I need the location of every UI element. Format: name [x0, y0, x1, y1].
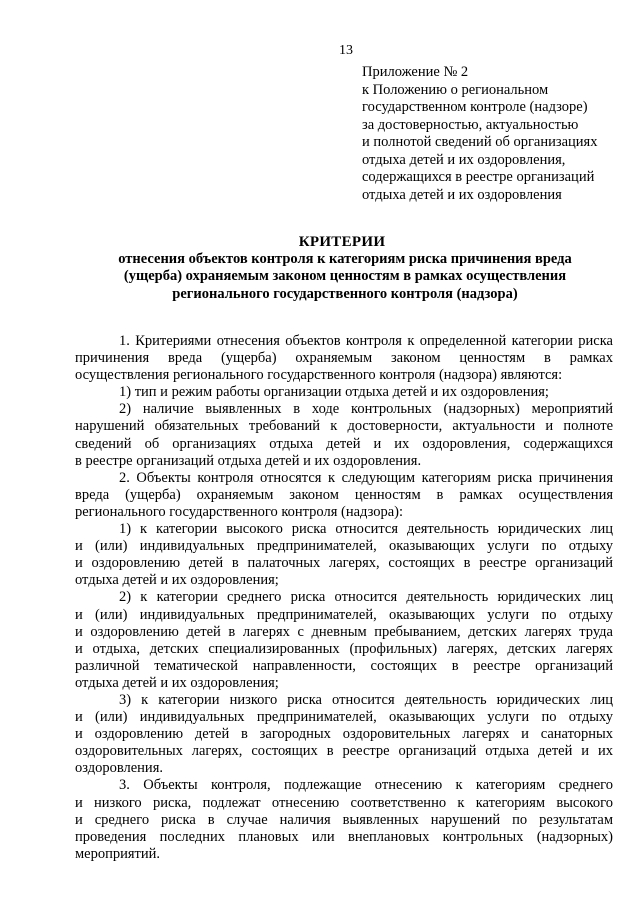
body-line: сведений об организациях отдыха детей и их оздоровления, содержащихся	[75, 435, 613, 452]
body-line: 2. Объекты контроля относятся к следующим категориям риска причинения	[119, 469, 613, 486]
body-line: 3. Объекты контроля, подлежащие отнесению к категориям среднего	[119, 777, 613, 794]
appendix-line: государственном контроле (надзоре)	[362, 99, 588, 115]
subtitle-line: (ущерба) охраняемым законом ценностям в рамках осуществления	[123, 268, 567, 285]
body-line: 1) тип и режим работы организации отдыха детей и их оздоровления;	[119, 384, 549, 401]
body-line: и отдыха, детских специализированных (профильных) лагерях, детских лагерях	[75, 640, 613, 657]
body-line: и (или) индивидуальных предпринимателей, оказывающих услуги по отдыху	[75, 538, 613, 555]
appendix-line: содержащихся в реестре организаций	[362, 169, 595, 185]
body-line: в реестре организаций отдыха детей и их оздоровления.	[75, 452, 422, 469]
body-line: и среднего риска в случае наличия выявленных нарушений по результатам	[75, 811, 613, 828]
body-line: и оздоровлению детей в палаточных лагерях, состоящих в реестре организаций	[75, 555, 613, 572]
body-line: отдыха детей и их оздоровления;	[75, 674, 279, 691]
body-line: проведения последних плановых или внеплановых контрольных (надзорных)	[75, 828, 613, 845]
body-line: 2) наличие выявленных в ходе контрольных (надзорных) мероприятий	[119, 401, 613, 418]
appendix-line: к Положению о региональном	[362, 81, 549, 98]
subtitle-line: регионального государственного контроля (надзора)	[172, 285, 518, 302]
body-line: 1. Критериями отнесения объектов контроля к определенной категории риска	[119, 333, 613, 349]
body-line: нарушений обязательных требований к достоверности, актуальности и полноте	[75, 418, 613, 435]
body-line: мероприятий.	[75, 845, 161, 862]
body-line: отдыха детей и их оздоровления;	[75, 572, 279, 589]
body-line: причинения вреда (ущерба) охраняемым законом ценностям в рамках	[75, 350, 613, 367]
body-line: регионального государственного контроля (надзора):	[75, 503, 404, 520]
body-line: 3) к категории низкого риска относится деятельность юридических лиц	[119, 691, 613, 708]
body-line: оздоровительных лагерях, состоящих в реестре организаций отдыха детей и их	[75, 743, 613, 760]
appendix-line: отдыха детей и их оздоровления	[362, 186, 562, 203]
document-title: КРИТЕРИИ	[298, 234, 386, 250]
body-line: оздоровления.	[75, 760, 163, 777]
appendix-line: отдыха детей и их оздоровления,	[362, 151, 566, 168]
appendix-line: Приложение № 2	[362, 64, 469, 80]
body-line: и (или) индивидуальных предпринимателей, оказывающих услуги по отдыху	[75, 709, 613, 726]
body-line: различной тематической направленности, состоящих в реестре организаций	[75, 657, 613, 674]
appendix-block	[362, 64, 597, 204]
appendix-line: за достоверностью, актуальностью	[362, 116, 579, 133]
document-body	[75, 333, 613, 863]
body-line: и (или) индивидуальных предпринимателей, оказывающих услуги по отдыху	[75, 606, 613, 623]
body-line: и оздоровлению детей в лагерях с дневным пребыванием, детских лагерях труда	[75, 623, 613, 640]
subtitle-line: отнесения объектов контроля к категориям риска причинения вреда	[118, 251, 572, 267]
body-line: и оздоровлению детей в загородных оздоровительных лагерях и санаторных	[75, 726, 613, 743]
body-line: и низкого риска, подлежат отнесению соответственно к категориям высокого	[75, 794, 613, 811]
body-line: вреда (ущерба) охраняемым законом ценностям в рамках осуществления	[75, 486, 613, 503]
page-number: 13	[339, 43, 353, 58]
document-subtitle	[60, 251, 630, 303]
appendix-line: и полнотой сведений об организациях	[362, 134, 598, 150]
body-line: осуществления регионального государственного контроля (надзора) являются:	[75, 367, 563, 384]
body-line: 2) к категории среднего риска относится деятельность юридических лиц	[119, 589, 613, 606]
body-line: 1) к категории высокого риска относится деятельность юридических лиц	[119, 521, 613, 538]
